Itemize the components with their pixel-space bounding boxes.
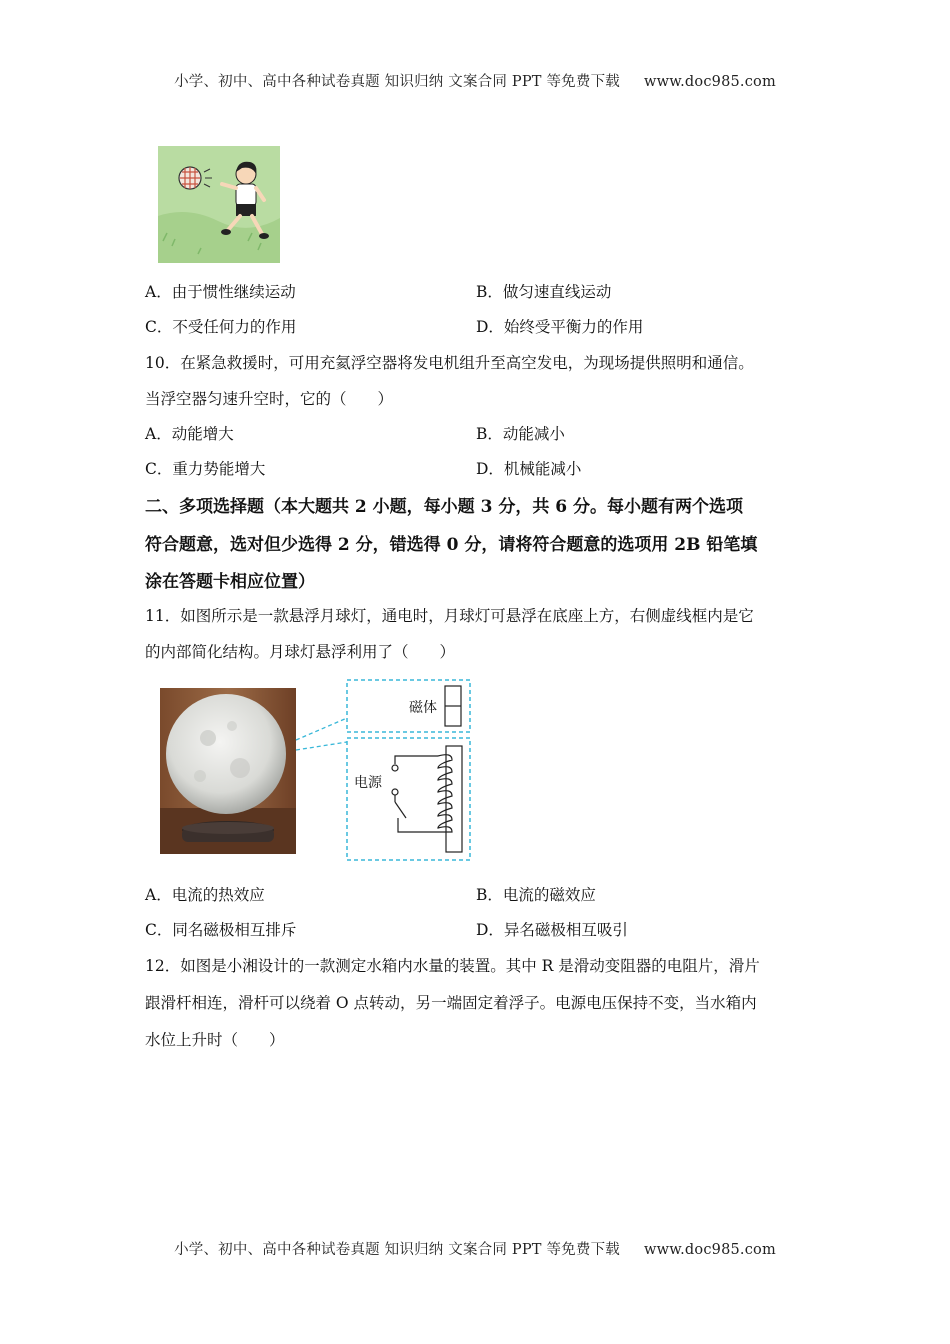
section2-heading-line3: 涂在答题卡相应位置） — [145, 572, 315, 592]
q10-option-b[interactable]: B．动能减小 — [476, 425, 565, 443]
q10-stem-line1: 10．在紧急救援时，可用充氦浮空器将发电机组升至高空发电，为现场提供照明和通信。 — [145, 354, 754, 372]
magnet-label: 磁体 — [409, 700, 437, 716]
section2-heading-line2: 符合题意，选对但少选得 2 分，错选得 0 分，请将符合题意的选项用 2B 铅笔填 — [145, 535, 758, 555]
q11-stem-line2: 的内部简化结构。月球灯悬浮利用了（ ） — [145, 643, 456, 661]
footer-url[interactable]: www.doc985.com — [643, 1242, 776, 1258]
q9-option-b[interactable]: B．做匀速直线运动 — [476, 283, 612, 301]
q9-option-d[interactable]: D．始终受平衡力的作用 — [476, 318, 644, 336]
q12-stem-line3: 水位上升时（ ） — [145, 1031, 285, 1049]
moon-lamp-photo — [160, 688, 296, 854]
q9-option-c[interactable]: C．不受任何力的作用 — [145, 318, 297, 336]
q10-option-c[interactable]: C．重力势能增大 — [145, 460, 266, 478]
q9-option-a[interactable]: A．由于惯性继续运动 — [145, 283, 296, 301]
q12-stem-line1: 12．如图是小湘设计的一款测定水箱内水量的装置。其中 R 是滑动变阻器的电阻片，滑片 — [145, 957, 760, 975]
boy-ball-illustration — [158, 146, 280, 263]
q10-stem-line2: 当浮空器匀速升空时，它的（ ） — [145, 390, 394, 408]
q12-stem-line2: 跟滑杆相连，滑杆可以绕着 O 点转动，另一端固定着浮子。电源电压保持不变，当水箱内 — [145, 994, 757, 1012]
q11-option-d[interactable]: D．异名磁极相互吸引 — [476, 921, 628, 939]
power-source-label: 电源 — [354, 775, 382, 791]
q11-option-b[interactable]: B．电流的磁效应 — [476, 886, 596, 904]
q11-stem-line1: 11．如图所示是一款悬浮月球灯，通电时，月球灯可悬浮在底座上方，右侧虚线框内是它 — [145, 607, 754, 625]
header-text: 小学、初中、高中各种试卷真题 知识归纳 文案合同 PPT 等免费下载 — [174, 74, 620, 90]
page-header — [0, 70, 950, 91]
page-footer — [0, 1238, 950, 1259]
header-url[interactable]: www.doc985.com — [643, 74, 776, 90]
q11-option-a[interactable]: A．电流的热效应 — [145, 886, 265, 904]
footer-text: 小学、初中、高中各种试卷真题 知识归纳 文案合同 PPT 等免费下载 — [174, 1242, 620, 1258]
q11-option-c[interactable]: C．同名磁极相互排斥 — [145, 921, 297, 939]
q10-option-d[interactable]: D．机械能减小 — [476, 460, 582, 478]
section2-heading-line1: 二、多项选择题（本大题共 2 小题，每小题 3 分，共 6 分。每小题有两个选项 — [145, 497, 743, 517]
lamp-structure-diagram — [290, 678, 475, 863]
q10-option-a[interactable]: A．动能增大 — [145, 425, 234, 443]
